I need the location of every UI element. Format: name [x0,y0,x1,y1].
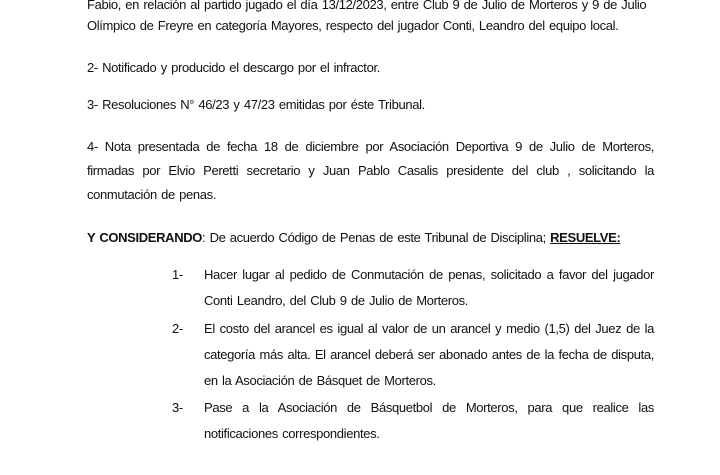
considerando-label: Y CONSIDERANDO [87,230,203,245]
resolution-item-3 [172,395,654,447]
item-2-paragraph: 2- Notificado y producido el descargo por el infractor. [87,60,380,75]
intro-line-a: Fabio, en relación al partido jugado el día 13/12/2023, entre Club 9 de Julio de Morteros y 9 de Julio [87,0,647,12]
resolution-text: Pase a la Asociación de Básquetbol de Morteros, para que realice las notificaciones correspondientes. [204,400,654,441]
item-3-paragraph: 3- Resoluciones N° 46/23 y 47/23 emitidas por éste Tribunal. [87,97,425,112]
resuelve-colon: : [616,230,621,245]
intro-paragraph-line-2 [87,14,654,38]
resolution-number: 3- [172,400,183,415]
resolution-text: Hacer lugar al pedido de Conmutación de penas, solicitado a favor del jugador Conti Leandro, del Club 9 de Julio de Morteros. [204,267,654,308]
considerando-paragraph [87,226,654,250]
resolution-item-1 [172,262,654,314]
resolution-number: 2- [172,321,183,336]
intro-line-b: Olímpico de Freyre en categoría Mayores, respecto del jugador Conti, Leandro del equipo local. [87,18,619,33]
resolution-text: El costo del arancel es igual al valor de un arancel y medio (1,5) del Juez de la categoría más alta. El arancel deberá ser abonado antes de la fecha de disputa, en la Asociación de Básquet de Morteros. [204,321,654,388]
resuelve-label: RESUELVE [550,230,617,245]
item-4-paragraph: 4- Nota presentada de fecha 18 de diciembre por Asociación Deportiva 9 de Julio de Morteros, firmadas por Elvio Peretti secretario y Juan Pablo Casalis presidente del club , solicitando la conmutación de penas. [87,139,654,202]
considerando-text: : De acuerdo Código de Penas de este Tribunal de Disciplina; [202,230,551,245]
resolution-item-2 [172,316,654,394]
resolution-number: 1- [172,267,183,282]
